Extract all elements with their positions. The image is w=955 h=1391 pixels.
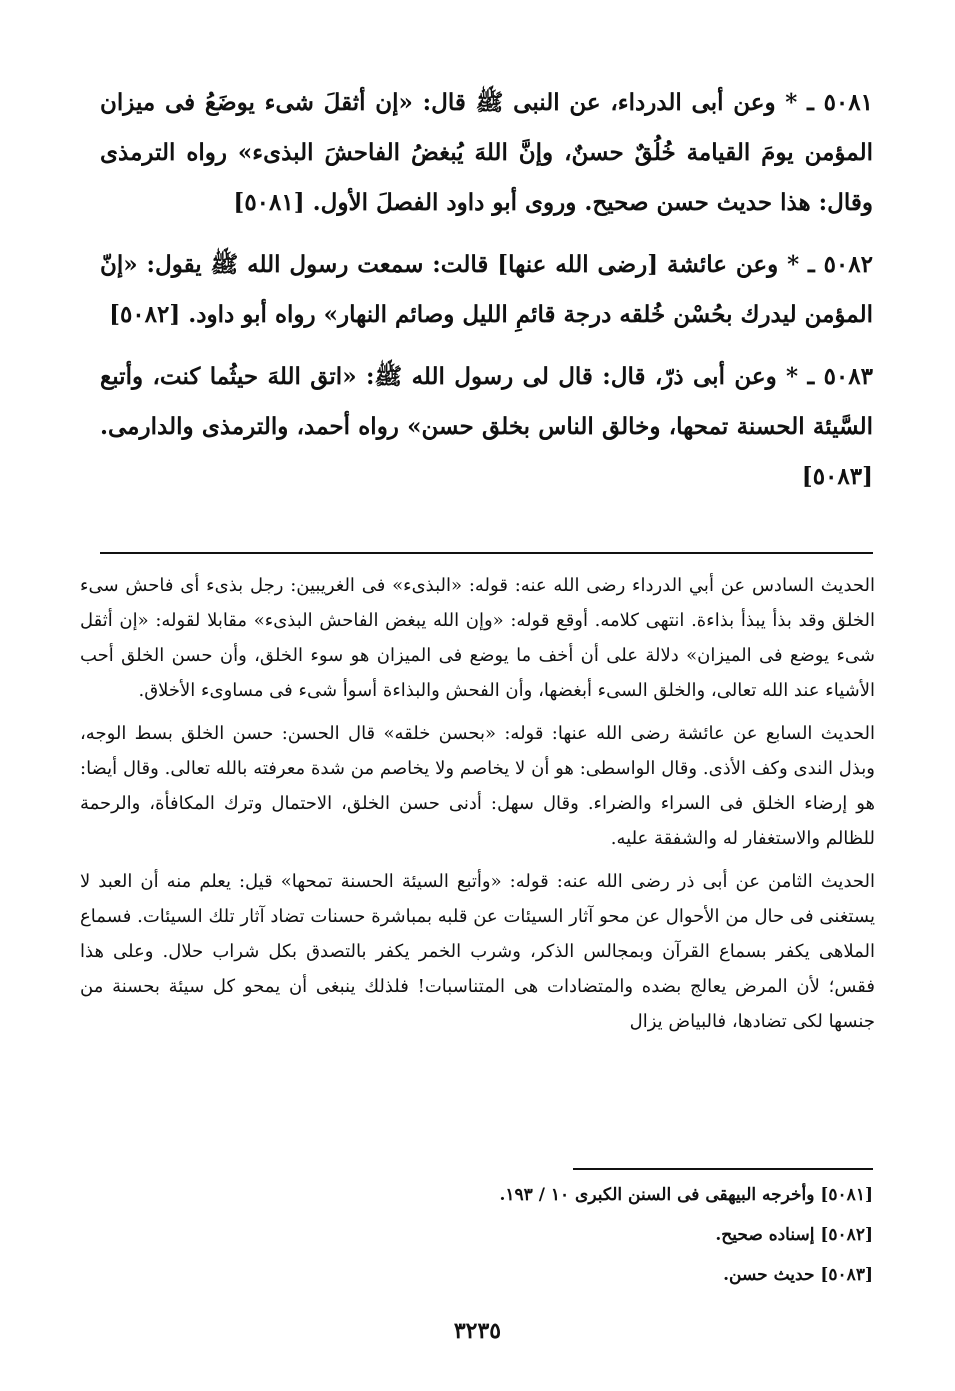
page-number: ٣٢٣٥ bbox=[453, 1318, 502, 1344]
hadith-5083: ٥٠٨٣ ـ * وعن أبى ذرّ، قال: قال لى رسول الله ﷺ: «اتق اللهَ حيثُما كنت، وأتبع السَّيئة الحسنة تمحها، وخالق الناس بخلق حسن» رواه أحمد، والترمذى والدارمى. [٥٠٨٣] bbox=[100, 363, 873, 490]
commentary-paragraph-7: الحديث السابع عن عائشة رضى الله عنها: قوله: «بحسن خلقه» قال الحسن: حسن الخلق بسط الوجه، وبذل الندى وكف الأذى. وقال الواسطى: هو أن لا يخاصم ولا يخاصم من شدة معرفته بالله تعالى. وقال أيضا: هو إرضاء الخلق فى السراء والضراء. وقال سهل: أدنى حسن الخلق، الاحتمال وترك المكافأة، والرحمة للظالم والاستغفار له والشفقة عليه. bbox=[80, 723, 875, 849]
footnote-separator-line bbox=[573, 1168, 873, 1170]
commentary-paragraph-6: الحديث السادس عن أبي الدرداء رضى الله عنه: قوله: «البذىء» فى الغريبين: رجل بذىء أى فاحش سىء الخلق وقد بذأ يبذأ بذاءة. انتهى كلامه. أوقع قوله: «وإن الله يبغض الفاحش البذىء» مقابلا لقوله: «إن أثقل شىء يوضع فى الميزان» دلالة على أن أخف ما يوضع فى الميزان هو سوء الخلق، وأن حسن الخلق أحب الأشياء عند الله تعالى، والخلق السىء أبغضها، وأن الفحش والبذاءة أسوأ شىء فى مساوىء الأخلاق. bbox=[80, 575, 875, 701]
commentary-section bbox=[80, 568, 875, 1047]
hadith-5081: ٥٠٨١ ـ * وعن أبى الدرداء، عن النبى ﷺ قال: «إن أثقلَ شىء يوضَعُ فى ميزان المؤمن يومَ القيامة خُلُقٌ حسنٌ، وإنَّ اللهَ يُبغضُ الفاحشَ البذىء» رواه الترمذى وقال: هذا حديث حسن صحيح. وروى أبو داود الفصلَ الأول. [٥٠٨١] bbox=[100, 89, 873, 216]
footnote-5081: [٥٠٨١] وأخرجه البيهقى فى السنن الكبرى ١٠ / ١٩٣. bbox=[499, 1185, 873, 1205]
footnotes bbox=[300, 1175, 873, 1295]
commentary-paragraph-8: الحديث الثامن عن أبى ذر رضى الله عنه: قوله: «وأتبع السيئة الحسنة تمحها» قيل: يعلم منه أن العبد لا يستغنى فى حال من الأحوال عن محو آثار السيئات عن قلبه بمباشرة حسنات تضاد آثار تلك السيئات. فسماع الملاهى يكفر بسماع القرآن وبمجالس الذكر، وشرب الخمر يكفر بالتصدق بكل شراب حلال. وعلى هذا فقس؛ لأن المرض يعالج بضده والمتضادات هى المتناسبات! فلذلك ينبغى أن يمحو كل سيئة بحسنة من جنسها لكى تضادها، فالبياض يزال bbox=[80, 871, 875, 1032]
main-separator-line bbox=[100, 552, 873, 554]
footnote-5082: [٥٠٨٢] إسناده صحيح. bbox=[715, 1225, 873, 1245]
hadith-section bbox=[100, 78, 873, 514]
hadith-5082: ٥٠٨٢ ـ * وعن عائشة [رضى الله عنها] قالت: سمعت رسول الله ﷺ يقول: «إنّ المؤمن ليدرك بحُسْن خُلقه درجة قائمِ الليل وصائم النهار» رواه أبو داود. [٥٠٨٢] bbox=[100, 251, 873, 328]
footnote-5083: [٥٠٨٣] حديث حسن. bbox=[723, 1265, 873, 1285]
